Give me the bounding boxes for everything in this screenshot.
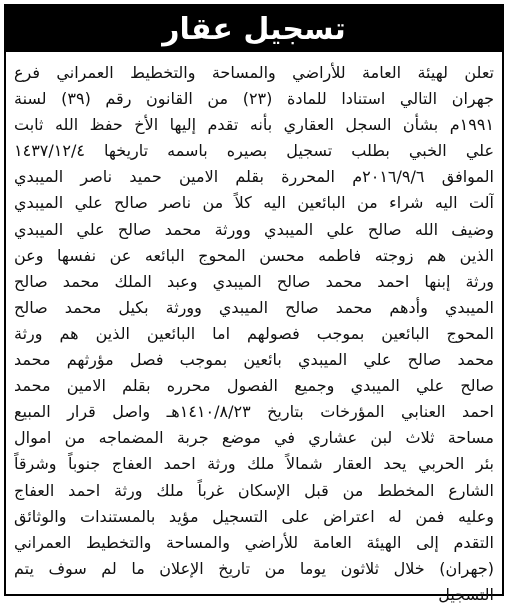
notice-line: ورثة إبنها احمد محمد صالح الميبدي وعبد الملك محمد صالح xyxy=(14,271,494,291)
notice-title: تسجيل عقار xyxy=(6,6,502,52)
notice-line: المحوج البائعين بموجب فصولهم اما البائعين الذين هم ورثة xyxy=(14,323,494,343)
notice-line: احمد العنابي المؤرخات بتاريخ ١٤١٠/٨/٢٣هـ واصل قرار المبيع xyxy=(14,402,494,422)
notice-line: وعليه فمن له اعتراض على التسجيل مؤيد بالمستندات والوثائق xyxy=(14,506,494,526)
notice-line: (جهران) خلال ثلاثون يوما من تاريخ الإعلان ما لم سوف يتم xyxy=(14,558,494,578)
notice-line: محمد صالح علي الميبدي بائعين بموجب فصل مؤرثهم محمد xyxy=(14,350,494,370)
notice-body xyxy=(14,60,494,608)
notice-line: جهران التالي استنادا للمادة (٢٣) من القانون رقم (٣٩) لسنة xyxy=(14,89,494,109)
notice-line: تعلن لهيئة العامة للأراضي والمساحة والتخطيط العمراني فرع xyxy=(14,63,494,82)
notice-line: الشارع المخطط من قبل الإسكان غرباً ملك ورثة احمد العفاج xyxy=(14,480,494,500)
notice-line-last: التسجيل xyxy=(438,584,494,604)
notice-line: الموافق ٢٠١٦/٩/٦م المحررة بقلم الامين حميد ناصر الميبدي xyxy=(14,167,494,187)
notice-line: علي الخبي بطلب تسجيل بصيره باسمه تاريخها ١٤٣٧/١٢/٤ xyxy=(14,141,494,161)
notice-line: التقدم إلى الهيئة العامة للأراضي والمساحة والتخطيط العمراني xyxy=(14,532,494,552)
notice-line: مساحة ثلاث لبن عشاري في موضع جربة المضماجه من اموال xyxy=(14,428,494,448)
notice-line: ١٩٩١م بشأن السجل العقاري بأنه تقدم إليها الأخ حفظ الله ثابت xyxy=(14,115,494,135)
notice-line: بئر الحربي يحد العقار شمالاً ملك ورثة احمد العفاج جنوباً وشرقاً xyxy=(14,454,494,474)
notice-line: وضيف الله صالح علي الميبدي وورثة محمد صالح علي الميبدي xyxy=(14,219,494,239)
notice-line: الذين هم زوجته فاطمه محسن المحوج البائعه عن نفسها وعن xyxy=(14,245,494,265)
notice-line: آلت اليه شراء من البائعين اليه كلاً من ناصر صالح علي الميبدي xyxy=(14,193,494,213)
notice-line: صالح علي الميبدي وجميع الفصول محرره بقلم الامين محمد xyxy=(14,376,494,396)
notice-line: الميبدي وأدهم محمد صالح الميبدي وورثة بكيل محمد صالح xyxy=(14,297,494,317)
notice-frame xyxy=(4,4,504,604)
